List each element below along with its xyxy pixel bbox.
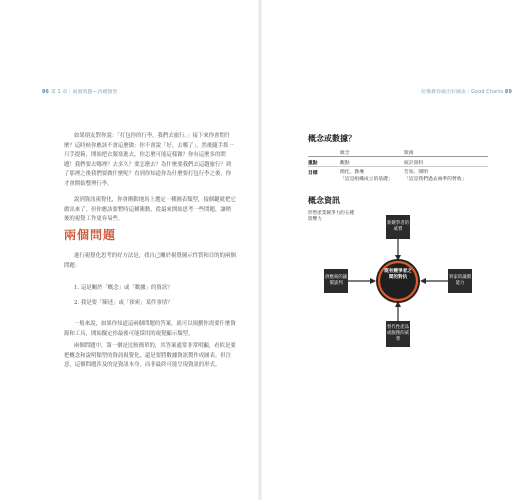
chapter-title: 第 1 章｜兩個問題—四種類型 [50,90,118,95]
section-title: 兩個問題 [64,228,117,242]
table-cell: 簡化、教導 「這是組織成立的基礎」 [340,170,393,182]
five-forces-diagram [308,211,488,371]
right-page-number: 89 [504,90,512,95]
box-substitutes: 替代性產品或服務的威脅 [386,321,410,347]
right-running-head [421,88,512,95]
table-rule [308,156,488,157]
row-label: 目標 [308,171,318,176]
paragraph-3: 一般來說，如果你知道這兩個問題的答案，就可以規劃你需要什麼資源和工具，開始擬定你最後可能採用的視覺顯示類型。 [64,321,236,337]
left-page-number: 86 [42,90,50,95]
paragraph-4: 兩個問題中，第一個是比較簡單的，其答案通常非常明顯，看似是要把概念和說明類型的資訊視覺化，還是要將數據資訊製作成圖表。但注意，這個問題涉及的是資訊本身，而非最終可能呈現資訊的形式。 [64,343,236,369]
paragraph-1: 如果朋友對你說：「打包你的行李，我們去旅行。」接下來你會問什麼？這時候你應該不會這麼做：你不會說「好，去哪了」，然後隨手抓一只手提箱，開始把衣服塞進去，你怎麼可能這樣做？你有這麼多的問題！我們要去哪裡？去多久？要怎麼去？為什麼要我們去這趟旅行？到了那裡之後我們要做什麼呢？直到你知道你為什麼要打包行李之後，你才會開始整理行李。 [64,133,234,187]
column-header-concept: 概念 [340,151,350,156]
diagram-heading: 概念資訊 [308,196,340,205]
box-buyers: 買家的議價能力 [448,269,472,293]
question-2: 2. 我是要「陳述」或「探索」某件事情？ [74,300,173,306]
left-page [0,0,258,500]
intro-paragraph: 進行視覺化思考的好方法是，找自己關於視覺圖示性質和目的的兩個問題： [64,253,236,269]
question-1: 1. 這是關於「概念」或「數據」的資訊？ [74,285,173,291]
left-running-head [42,88,117,95]
table-heading: 概念或數據？ [308,134,356,143]
box-suppliers: 供應商的議價談判 [324,269,348,293]
diagram-caption: 形塑產業競爭力的五種影響力 [308,211,354,222]
table-cell: 告知、開明 「這是我們過去兩季的營收」 [404,170,467,182]
row-label: 重點 [308,161,318,166]
table-cell: 統計資料 [404,161,424,166]
table-cell: 觀點 [340,161,350,166]
column-header-data: 數據 [404,151,414,156]
table-rule [308,166,488,167]
center-label: 既有競爭者之間的對抗 [384,269,412,281]
book-title: 哈佛教你做出好圖表｜Good Charts [421,90,504,95]
right-page [262,0,520,500]
paragraph-2: 說到資訊視覺化，你會衝動地馬上選定一種圖表類型，接個鍵就把它做出來了。但你應該要暫時這種衝動，從最來開始思考一些問題，讓稍後的視覺工作更容易些。 [64,197,236,223]
arrow-left [370,278,376,284]
box-new-entrants: 新競爭者的威脅 [386,215,410,239]
arrow-right [420,278,426,284]
